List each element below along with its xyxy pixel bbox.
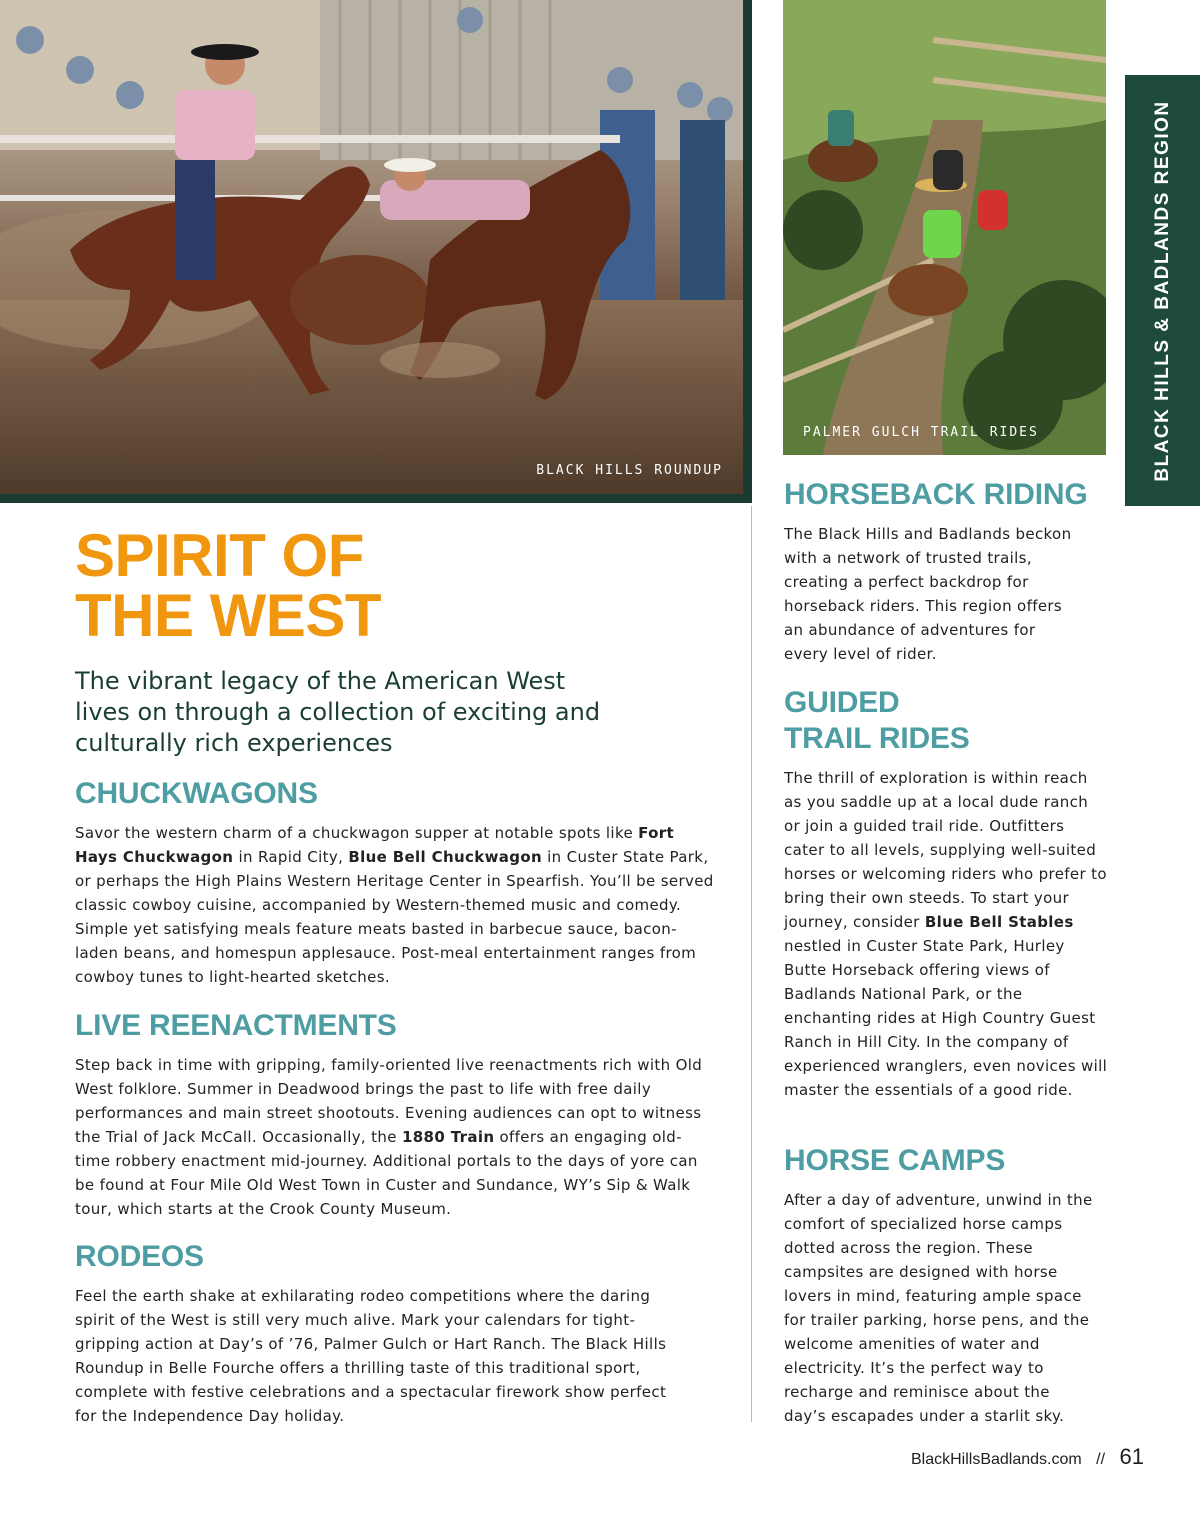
text-run: Step back in time with gripping, family-oriented live reenactments rich with Old West folklore. Summer in Deadwood brings the past to life with free daily performances and main street shootouts. Evening audiences can opt to witness the Trial of Jack McCall. Occasionally, the (75, 1056, 703, 1146)
guided-heading-line-1: GUIDED (784, 686, 900, 719)
rodeo-photo-illustration (0, 0, 743, 494)
text-run: in Rapid City, (233, 848, 349, 866)
page-title (75, 522, 595, 649)
subtitle-line-3: culturally rich experiences (75, 729, 393, 757)
page-number: 61 (1119, 1444, 1144, 1469)
rodeo-photo-caption: BLACK HILLS ROUNDUP (536, 463, 723, 478)
chuckwagons-section (75, 776, 715, 989)
page-subtitle (75, 666, 675, 759)
text-run: nestled in Custer State Park, Hurley Butte Horseback offering views of Badlands National Park, or the enchanting rides at High Country Guest Ranch in Hill City. In the company of experienced wranglers, even novices will master the essentials of a good ride. (784, 937, 1108, 1099)
horse-camps-section (784, 1143, 1114, 1428)
horse-camps-text: After a day of adventure, unwind in the comfort of specialized horse camps dotted across the region. These campsites are designed with horse lovers in mind, featuring ample space for trailer parking, horse pens, and the welcome amenities of water and electricity. It’s the perfect way to recharge and reminisce about the day’s escapades under a starlit sky. (784, 1191, 1093, 1425)
guided-section (784, 685, 1114, 1102)
region-tab-label: BLACK HILLS & BADLANDS REGION (1151, 99, 1173, 482)
blue-bell-stables: Blue Bell Stables (924, 913, 1074, 931)
footer-website: BlackHillsBadlands.com (910, 1451, 1082, 1468)
horseback-section (784, 477, 1114, 666)
text-run: offers an engaging old-time robbery enactment mid-journey. Additional portals to the days of yore can be found at Four Mile Old West Town in Custer and Sundance, WY’s Sip & Walk tour, which starts at the Crook County Museum. (75, 1128, 698, 1218)
footer-separator: // (1096, 1451, 1106, 1468)
reenactments-text (75, 1053, 715, 1221)
guided-heading (784, 685, 1114, 757)
region-side-tab (1125, 75, 1200, 506)
subtitle-line-1: The vibrant legacy of the American West (75, 667, 566, 695)
chuckwagons-text (75, 821, 715, 989)
trail-ride-photo-caption: PALMER GULCH TRAIL RIDES (803, 425, 1039, 440)
chuckwagons-heading: CHUCKWAGONS (75, 777, 318, 810)
rodeo-photo (0, 0, 752, 503)
rodeos-heading: RODEOS (75, 1240, 204, 1273)
trail-ride-photo-illustration (783, 0, 1106, 455)
rodeos-section (75, 1239, 675, 1428)
page-title-line-2: THE WEST (75, 582, 381, 649)
blue-bell-chuckwagon: Blue Bell Chuckwagon (348, 848, 543, 866)
horseback-text: The Black Hills and Badlands beckon with a network of trusted trails, creating a perfect backdrop for horseback riders. This region offers an abundance of adventures for every level of rider. (784, 525, 1072, 663)
page-title-line-1: SPIRIT OF (75, 522, 364, 589)
horseback-heading: HORSEBACK RIDING (784, 478, 1088, 511)
trail-ride-photo (783, 0, 1106, 455)
reenactments-section (75, 1008, 715, 1221)
text-run: The thrill of exploration is within reach as you saddle up at a local dude ranch or join a guided trail ride. Outfitters cater to all levels, supplying well-suited horses or welcoming riders who prefer to bring their own steeds. To start your journey, consider (784, 769, 1107, 931)
horse-camps-heading: HORSE CAMPS (784, 1144, 1006, 1177)
guided-text (784, 766, 1109, 1102)
column-divider (751, 506, 752, 1422)
fort-hays-chuckwagon: Fort Hays Chuckwagon (75, 824, 675, 866)
reenactments-heading: LIVE REENACTMENTS (75, 1009, 397, 1042)
page-footer (911, 1444, 1144, 1470)
text-run: in Custer State Park, or perhaps the High Plains Western Heritage Center in Spearfish. You’ll be served classic cowboy cuisine, accompanied by Western-themed music and comedy. Simple yet satisfying meals feature meats basted in barbecue sauce, bacon-laden beans, and homespun applesauce. Post-meal entertainment ranges from cowboy tunes to light-hearted sketches. (75, 848, 714, 986)
text-run: Savor the western charm of a chuckwagon supper at notable spots like (75, 824, 639, 842)
rodeos-text: Feel the earth shake at exhilarating rodeo competitions where the daring spirit of the West is still very much alive. Mark your calendars for tight-gripping action at Day’s of ’76, Palmer Gulch or Hart Ranch. The Black Hills Roundup in Belle Fourche offers a thrilling taste of this traditional sport, complete with festive celebrations and a spectacular firework show perfect for the Independence Day holiday. (75, 1287, 667, 1425)
guided-heading-line-2: TRAIL RIDES (784, 722, 970, 755)
1880-train: 1880 Train (401, 1128, 495, 1146)
subtitle-line-2: lives on through a collection of exciting and (75, 698, 601, 726)
